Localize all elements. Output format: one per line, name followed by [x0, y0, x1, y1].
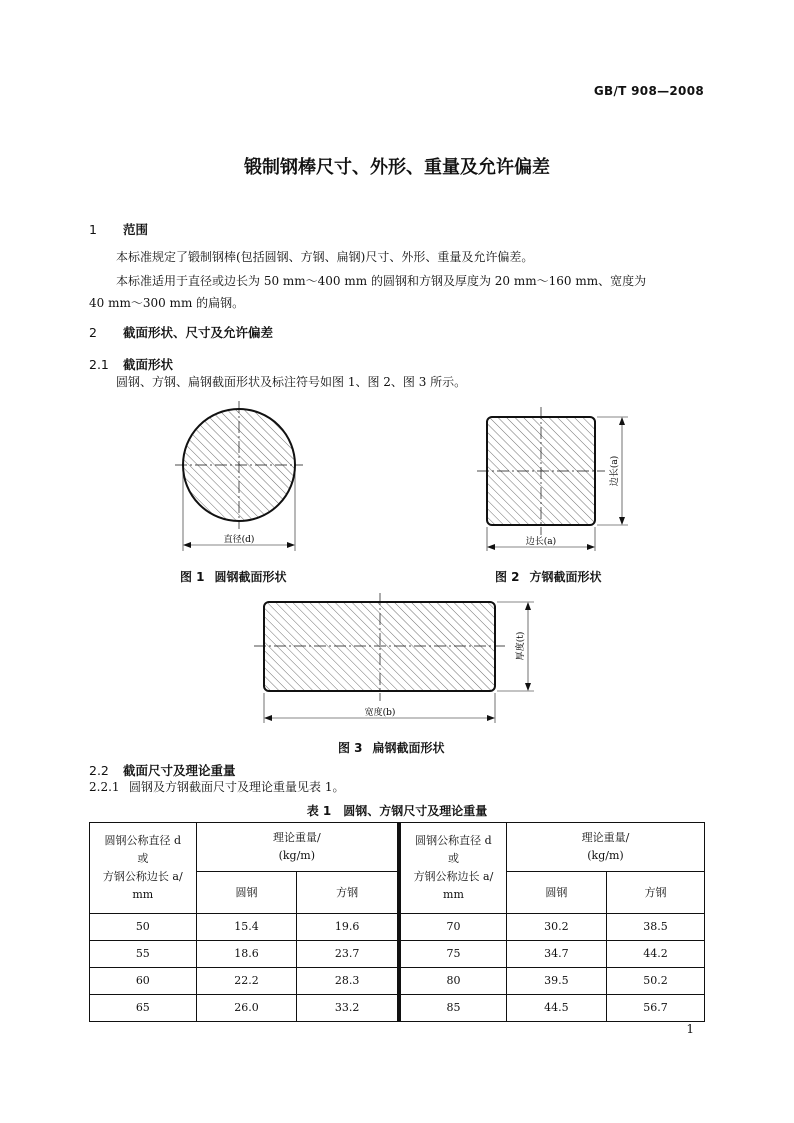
- table-row: [90, 967, 398, 994]
- table-left-half: [90, 823, 398, 1021]
- table-row: [401, 940, 705, 967]
- header-line: 或: [447, 851, 459, 865]
- figure-caption-text: 方钢截面形状: [529, 570, 602, 584]
- table-row: [90, 913, 398, 940]
- table-cell: 55: [90, 940, 196, 967]
- page-number: 1: [686, 1022, 694, 1036]
- section-2-2-1: [89, 775, 344, 799]
- table-cell: 22.2: [196, 967, 297, 994]
- figure-caption-text: 扁钢截面形状: [372, 741, 445, 755]
- table-1-caption: 表 1 圆钢、方钢尺寸及理论重量: [306, 804, 488, 818]
- section-title: 截面形状、尺寸及允许偏差: [123, 325, 274, 340]
- header-weight: [506, 823, 704, 871]
- header-line: mm: [443, 887, 464, 901]
- header-round: 圆钢: [506, 871, 606, 913]
- header-line: mm: [132, 887, 154, 901]
- figure-number: 图 2: [495, 570, 520, 584]
- table-cell: 38.5: [606, 913, 704, 940]
- table-cell: 50.2: [606, 967, 704, 994]
- table-cell: 60: [90, 967, 196, 994]
- header-line: 方钢公称边长 a/: [413, 869, 494, 883]
- thickness-label: 厚度(t): [516, 631, 526, 661]
- table-cell: 70: [401, 913, 507, 940]
- paragraph: 圆钢、方钢、扁钢截面形状及标注符号如图 1、图 2、图 3 所示。: [116, 375, 467, 389]
- table-cell: 19.6: [297, 913, 398, 940]
- flat-section-figure: [254, 593, 534, 723]
- table-cell: 33.2: [297, 994, 398, 1021]
- section-number: 2.1: [89, 357, 109, 372]
- section-title: 截面尺寸及理论重量: [123, 763, 236, 778]
- square-section-figure: [477, 407, 628, 551]
- section-number: 2.2.1: [89, 780, 120, 794]
- header-line: 方钢公称边长 a/: [102, 869, 183, 883]
- header-size: [401, 823, 507, 913]
- figure-number: 图 3: [338, 741, 363, 755]
- table-cell: 50: [90, 913, 196, 940]
- paragraph: 圆钢及方钢截面尺寸及理论重量见表 1。: [129, 780, 345, 794]
- side-length-label-side: 边长(a): [610, 455, 620, 487]
- header-size: [90, 823, 196, 913]
- table-cell: 15.4: [196, 913, 297, 940]
- header-line: (kg/m): [278, 848, 316, 862]
- table-cell: 34.7: [506, 940, 606, 967]
- table-cell: 23.7: [297, 940, 398, 967]
- side-length-label-bottom: 边长(a): [525, 537, 557, 547]
- header-weight: [196, 823, 397, 871]
- figure-caption-text: 圆钢截面形状: [214, 570, 287, 584]
- width-label: 宽度(b): [364, 708, 396, 718]
- header-line: (kg/m): [587, 848, 624, 862]
- table-cell: 44.2: [606, 940, 704, 967]
- standard-number: GB/T 908—2008: [593, 84, 704, 98]
- table-cell: 18.6: [196, 940, 297, 967]
- table-cell: 56.7: [606, 994, 704, 1021]
- header-line: 圆钢公称直径 d: [104, 833, 182, 847]
- table-right-half: [400, 823, 704, 1021]
- paragraph: 本标准规定了锻制钢棒(包括圆钢、方钢、扁钢)尺寸、外形、重量及允许偏差。: [116, 250, 534, 264]
- header-round: 圆钢: [196, 871, 297, 913]
- diameter-label: 直径(d): [223, 535, 255, 545]
- table-row: [401, 994, 705, 1021]
- table-cell: 44.5: [506, 994, 606, 1021]
- section-number: 1: [89, 222, 97, 237]
- table-cell: 65: [90, 994, 196, 1021]
- section-number: 2: [89, 325, 97, 340]
- round-section-figure: [175, 401, 303, 551]
- table-row: [401, 913, 705, 940]
- header-line: 圆钢公称直径 d: [415, 833, 492, 847]
- table-cell: 75: [401, 940, 507, 967]
- header-square: 方钢: [606, 871, 704, 913]
- table-cell: 80: [401, 967, 507, 994]
- table-1: [89, 822, 705, 1022]
- table-row: [401, 967, 705, 994]
- header-line: 或: [137, 851, 149, 865]
- figure-number: 图 1: [180, 570, 205, 584]
- table-cell: 26.0: [196, 994, 297, 1021]
- table-row: [90, 940, 398, 967]
- table-cell: 85: [401, 994, 507, 1021]
- figure-1-caption: [180, 568, 287, 585]
- header-line: 理论重量/: [581, 830, 630, 844]
- figures-drawing: [0, 395, 794, 725]
- table-cell: 28.3: [297, 967, 398, 994]
- section-title: 范围: [123, 222, 149, 237]
- header-square: 方钢: [297, 871, 398, 913]
- section-number: 2.2: [89, 763, 109, 778]
- table-row: [90, 994, 398, 1021]
- section-title: 截面形状: [123, 357, 174, 372]
- header-line: 理论重量/: [272, 830, 321, 844]
- paragraph: 本标准适用于直径或边长为 50 mm～400 mm 的圆钢和方钢及厚度为 20 mm～160 mm、宽度为: [116, 274, 647, 288]
- paragraph-continued: 40 mm～300 mm 的扁钢。: [89, 296, 245, 310]
- figure-2-caption: [495, 568, 602, 585]
- table-cell: 30.2: [506, 913, 606, 940]
- table-cell: 39.5: [506, 967, 606, 994]
- figure-3-caption: [338, 739, 445, 756]
- section-2-heading: [89, 323, 273, 341]
- document-title: 锻制钢棒尺寸、外形、重量及允许偏差: [244, 157, 550, 178]
- section-1-heading: [89, 220, 148, 238]
